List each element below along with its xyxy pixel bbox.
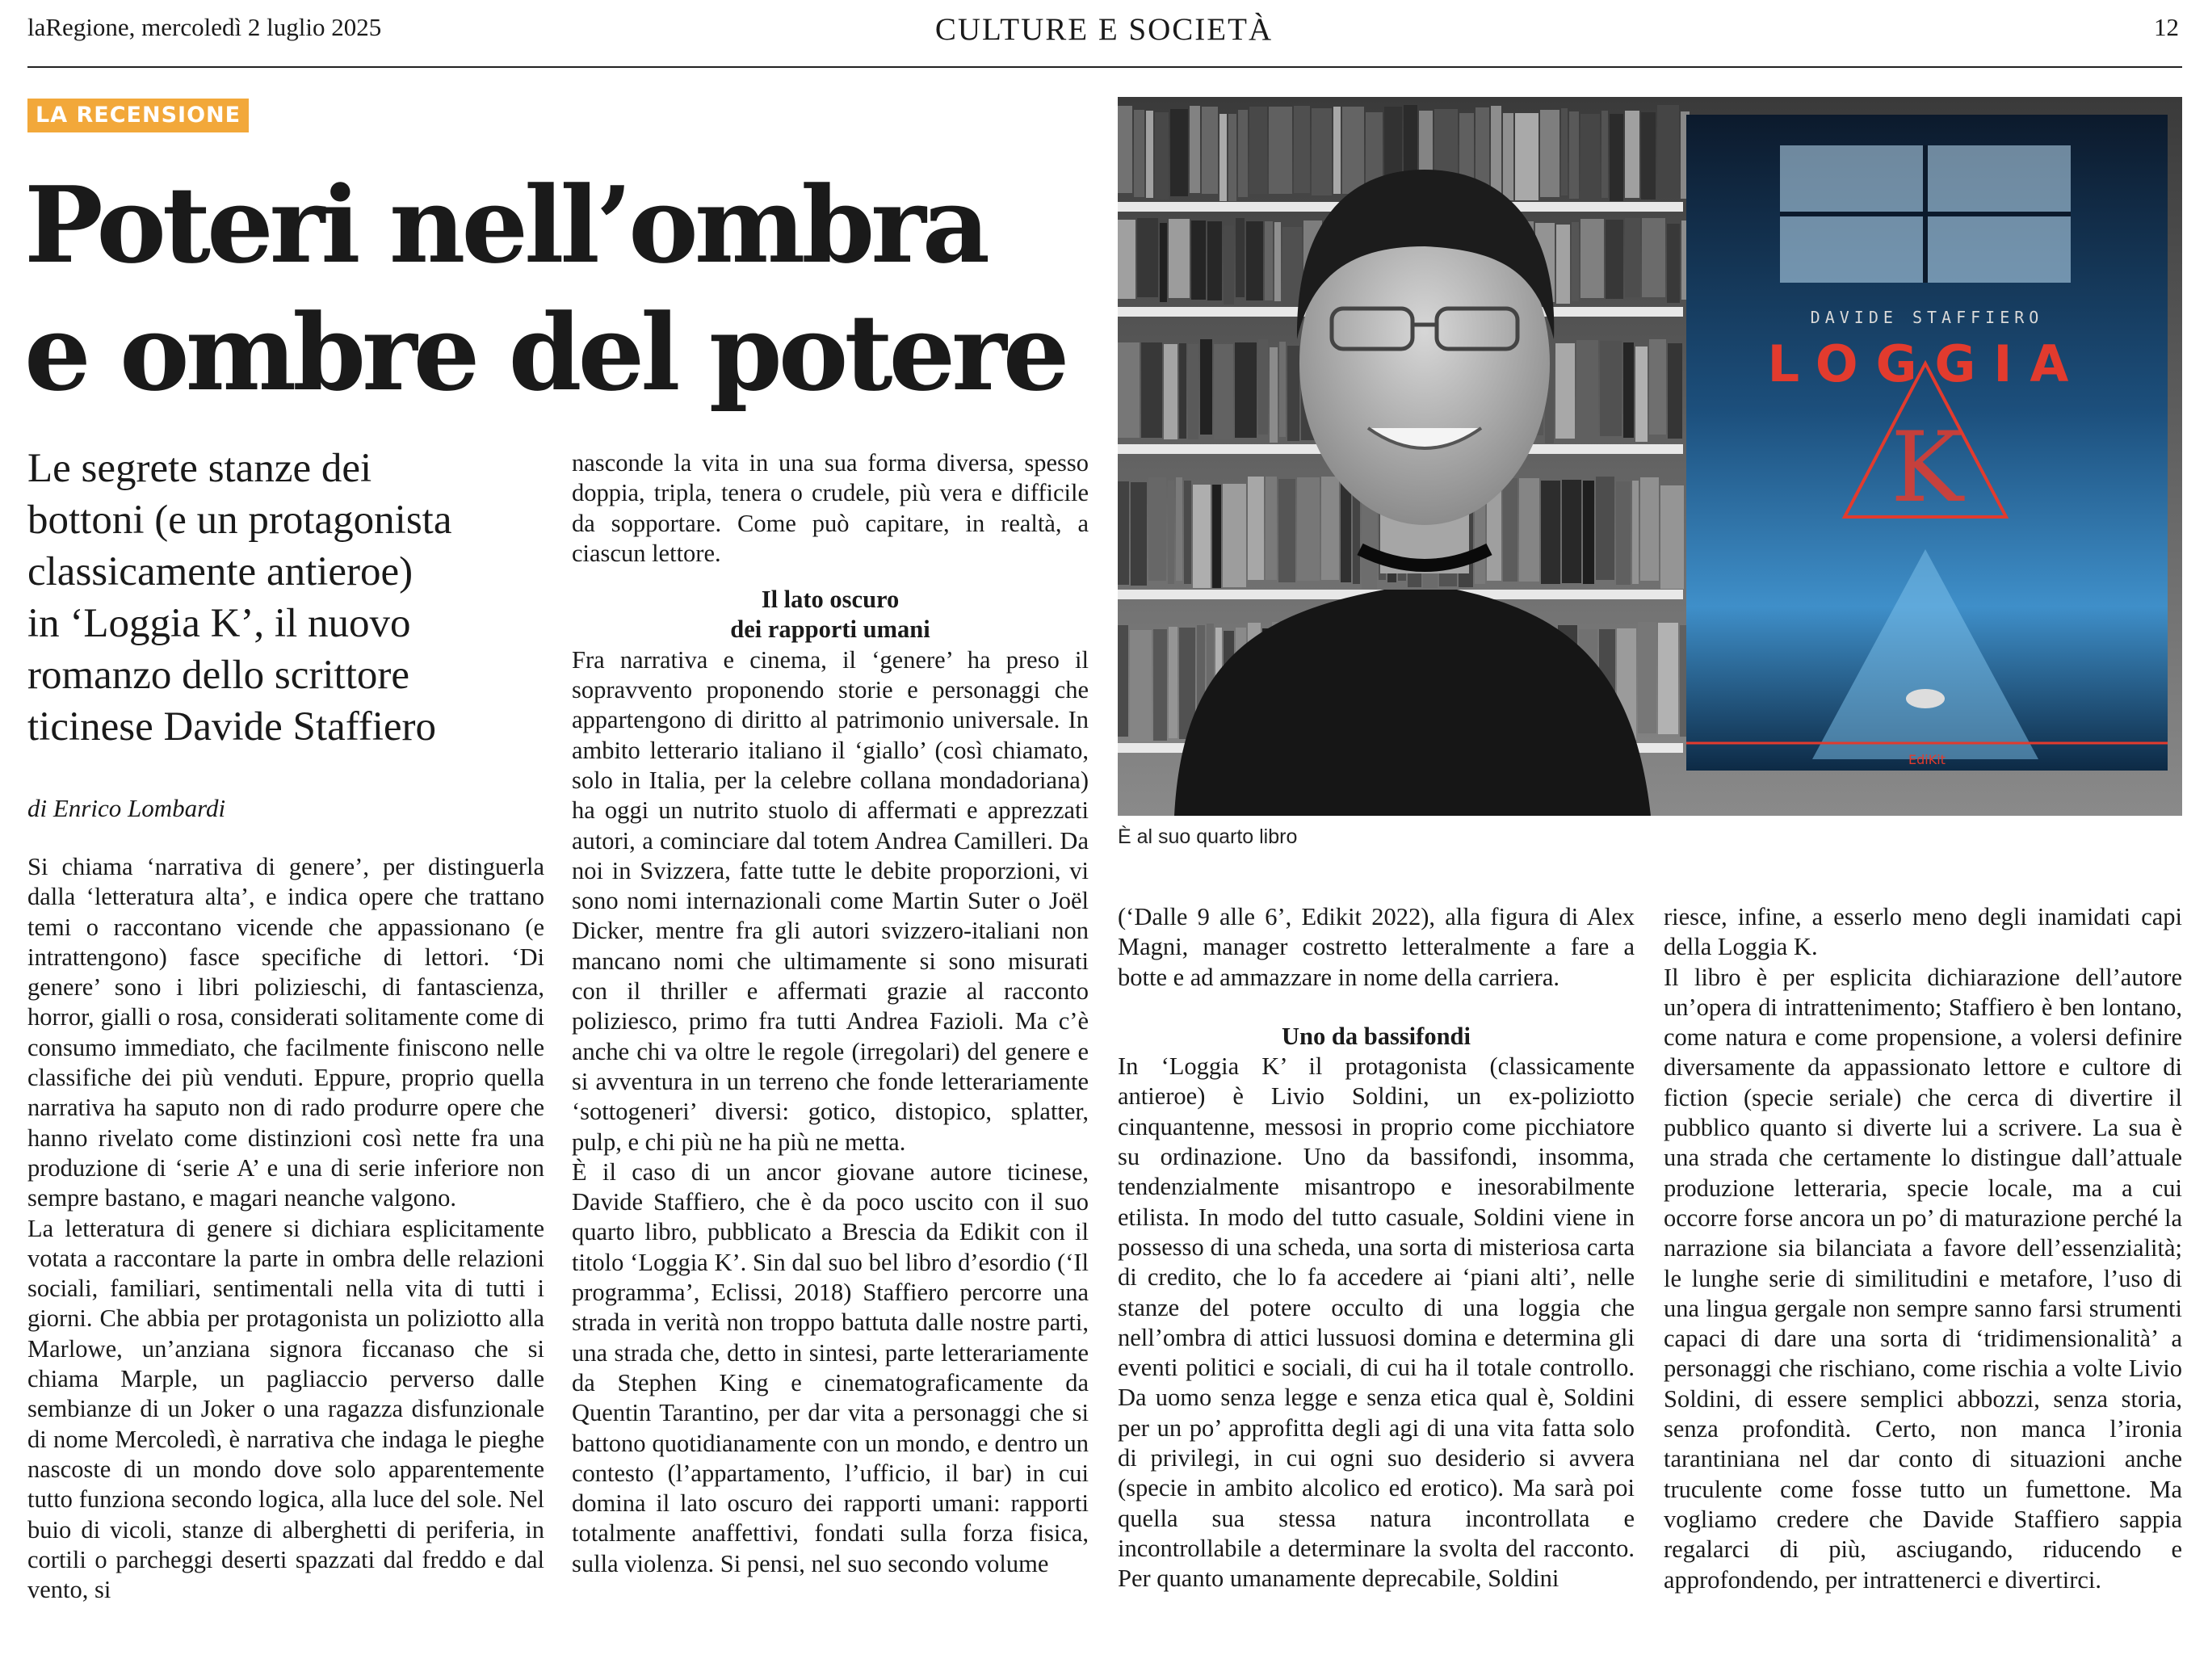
book-spine — [1228, 114, 1236, 201]
book-spine — [1190, 106, 1200, 193]
book-spine — [1596, 477, 1614, 580]
book-spine — [1224, 225, 1234, 304]
article-column-1 — [27, 852, 544, 1605]
subheading: Uno da bassifondi — [1282, 1022, 1471, 1050]
headline-line: Poteri nell’ombra — [24, 163, 987, 287]
book-spine — [1601, 111, 1608, 198]
book-spine — [1118, 481, 1129, 585]
paragraph: riesce, infine, a esserlo meno degli inamidati capi della Loggia K. — [1664, 903, 2182, 961]
subheading-line: dei rapporti umani — [730, 615, 930, 644]
article-column-4 — [1664, 902, 2182, 1595]
book-spine — [1279, 342, 1286, 437]
book-spine — [1118, 106, 1132, 193]
book-spine — [1184, 481, 1191, 584]
book-spine — [1660, 485, 1684, 589]
book-spine — [1134, 110, 1144, 197]
book-cover — [1686, 115, 2168, 771]
book-spine — [1278, 479, 1295, 582]
book-spine — [1200, 339, 1212, 435]
book-spine — [1249, 107, 1267, 194]
book-spine — [1341, 479, 1351, 582]
book-spine — [1118, 625, 1128, 737]
book-spine — [1118, 220, 1135, 299]
book-spine — [1164, 344, 1177, 439]
book-spine — [1561, 108, 1568, 195]
photo-caption: È al suo quarto libro — [1118, 825, 1298, 848]
headline-line: e ombre del potere — [24, 291, 1066, 414]
book-spine — [1503, 478, 1517, 582]
book-spine — [1342, 107, 1364, 194]
book-spine — [1638, 622, 1656, 733]
book-spine — [1212, 485, 1221, 588]
book-spine — [1169, 627, 1177, 738]
section-title: CULTURE E SOCIETÀ — [934, 12, 1274, 47]
book-spine — [1541, 481, 1560, 584]
book-spine — [1649, 339, 1666, 435]
book-spine — [1130, 630, 1152, 741]
book-spine — [1297, 477, 1320, 581]
book-spine — [1258, 339, 1268, 435]
book-spine — [1188, 344, 1198, 439]
book-spine — [1118, 342, 1140, 438]
book-spine — [1214, 344, 1233, 439]
deck — [27, 443, 552, 753]
book-spine — [1235, 342, 1257, 438]
book-spine — [1274, 222, 1281, 301]
book-spine — [1193, 485, 1211, 588]
book-spine — [1137, 218, 1158, 297]
book-spine — [1202, 107, 1218, 194]
paragraph: Si chiama ‘narrativa di genere’, per distinguerla dalla ‘letteratura alta’, e indica opere che trattano temi o raccontano vicende che appassionano (e intrattengono) fasce specifiche di lettori. ‘Di genere’ sono i libri polizieschi, di fantascienza, horror, gialli o rosa, considerati solitamente come di consumo immediato, che facilmente finiscono nelle classifiche dei più venduti. Eppure, proprio quella narrativa ha saputo non di rado produrre opere che hanno rivelato come distinzioni così nette fra una produzione di ‘serie A’ e una di serie inferiore non sempre bastano, e magari neanche valgono. — [27, 853, 544, 1212]
book-spine — [1667, 224, 1680, 303]
book-spine — [1333, 107, 1341, 194]
book-spine — [1246, 221, 1263, 300]
paragraph: (‘Dalle 9 alle 6’, Edikit 2022), alla figura di Alex Magni, manager costretto letteralmente a fare a botte e ad ammazzare in nome della carriera. — [1118, 903, 1635, 991]
deck-line: in ‘Loggia K’, il nuovo — [27, 601, 411, 646]
book-spine — [1519, 478, 1539, 582]
book-spine — [1515, 113, 1538, 200]
book-spine — [1131, 482, 1147, 586]
book-spine — [1266, 477, 1277, 580]
book-spine — [1610, 114, 1623, 201]
paragraph: Il libro è per esplicita dichiarazione dell’autore un’opera di intrattenimento; Staffiero è ben lontano, come natura e come propensione, a volersi definire diversamente da appassionato lettore e cultore di fiction (specie seriale) che cerca di divertire il pubblico quanto si diverte lui a scrivere. La sua è una strada che certamente lo distingue dall’attuale produzione letteraria, specie locale, ma a cui occorre forse ancora un po’ di maturazione perché la narrazione sia bilanciata a favore dell’essenzialità; le lunghe serie di similitudini e metafore, l’uso di una lingua gergale non sempre sanno farsi strumenti capaci di dare una sorta di ‘tridimensionalità’ a personaggi che rischiano, come rischia a volte Livio Soldini, di essere semplici abbozzi, senza storia, senza profondità. Certo, non manca l’ironia tarantiniana nel dar conto di situazioni anche truculente come fosse tutto un fumettone. Ma vogliamo credere che Davide Staffiero sappia regalarci di più, asciugando, riducendo e approfondendo, per intrattenerci e divertirci. — [1664, 963, 2182, 1594]
header-divider — [27, 66, 2182, 68]
book-spine — [1176, 477, 1182, 581]
book-spine — [1580, 219, 1604, 298]
book-spine — [1569, 111, 1579, 199]
book-spine — [1625, 218, 1640, 297]
book-spine — [1294, 106, 1310, 193]
book-spine — [1625, 111, 1639, 198]
article-column-3 — [1118, 902, 1635, 1594]
deck-line: bottoni (e un protagonista — [27, 498, 452, 543]
book-spine — [1191, 220, 1206, 300]
newspaper-date: laRegione, mercoledì 2 luglio 2025 — [27, 13, 382, 41]
book-spine — [1503, 113, 1513, 200]
paragraph: nasconde la vita in una sua forma diversa, spesso doppia, tripla, tenera o crudele, più vera e difficile da sopportare. Come può capitare, in realtà, a ciascun lettore. — [572, 449, 1089, 567]
book-spine — [1160, 223, 1167, 302]
book-spine — [1642, 218, 1665, 297]
paragraph: Fra narrativa e cinema, il ‘genere’ ha preso il sopravvento proponendo storie e personaggi che appartengono di diritto al patrimonio universale. In ambito letterario italiano il ‘giallo’ (così chiamato, solo in Italia, per la celebre collana mondadoriana) ha oggi un nutrito stuolo di affermati e apprezzati autori, a cominciare dal totem Andrea Camilleri. Da noi in Svizzera, fatte tutte le debite proporzioni, vi sono nomi internazionali come Martin Suter o Joël Dicker, mentre fra gli autori svizzero-italiani non mancano nomi che ultimamente si sono misurati con il thriller e affermati grazie al racconto poliziesco, primo fra tutti Andrea Fazioli. Ma c’è anche chi va oltre le regole (irregolari) del genere e si avventura in un terreno che fonde letterariamente ‘sottogeneri’ diversi: gotico, distopico, splatter, pulp, e chi più ne ha più ne metta. — [572, 645, 1089, 1156]
subheading-line: Il lato oscuro — [761, 586, 900, 614]
book-spine — [1287, 346, 1299, 441]
book-spine — [1168, 481, 1174, 584]
article-column-2 — [572, 448, 1089, 1579]
article-photo — [1118, 97, 2182, 816]
book-spine — [1248, 477, 1264, 580]
book-spine — [1555, 343, 1575, 439]
book-author: DAVIDE STAFFIERO — [1810, 308, 2044, 327]
deck-line: ticinese Davide Staffiero — [27, 704, 437, 750]
book-spine — [1491, 106, 1501, 193]
book-spine — [1572, 222, 1579, 301]
headline — [24, 162, 1106, 417]
book-spine — [1606, 220, 1623, 299]
book-spine — [1616, 481, 1631, 585]
book-spine — [1540, 110, 1559, 197]
book-spine — [1623, 342, 1634, 438]
book-spine — [1641, 112, 1656, 200]
book-spine — [1265, 221, 1273, 300]
book-spine — [1668, 343, 1682, 439]
book-spine — [1635, 346, 1648, 442]
book-spine — [1600, 341, 1622, 436]
book-spine — [1657, 105, 1679, 192]
book-spine — [1219, 114, 1227, 201]
book-spine — [1658, 623, 1678, 734]
book-spine — [1148, 477, 1166, 581]
book-spine — [1632, 481, 1639, 584]
deck-line: romanzo dello scrittore — [27, 653, 409, 698]
book-title: LOGGIA — [1767, 334, 2087, 393]
book-spine — [1640, 477, 1659, 581]
deck-line: Le segrete stanze dei — [27, 446, 372, 491]
book-spine — [1576, 340, 1598, 435]
book-spine — [1580, 114, 1600, 201]
kicker-label: LA RECENSIONE — [27, 99, 249, 132]
book-letter: K — [1891, 412, 1963, 524]
book-spine — [1170, 109, 1188, 196]
book-spine — [1556, 225, 1570, 304]
book-spine — [1169, 219, 1190, 298]
book-spine — [1146, 111, 1153, 198]
book-spine — [1223, 484, 1246, 587]
page-number: 12 — [2154, 13, 2179, 41]
book-spine — [1141, 342, 1162, 438]
subheading — [572, 585, 1089, 645]
book-spine — [1179, 343, 1186, 439]
paragraph: È il caso di un ancor giovane autore ticinese, Davide Staffiero, che è da poco uscito con il suo quarto libro, pubblicato a Brescia da Edikit con il titolo ‘Loggia K’. Sin dal suo bel libro d’esordio (‘Il programma’, Eclissi, 2018) Staffiero percorre una strada in verità non troppo battuta dalle nostre parti, una strada che, detto in sintesi, parte letterariamente da Stephen King e cinematograficamente da Quentin Tarantino, per dar vita a personaggi che si battono quotidianamente con un mondo, e dentro un contesto (l’appartamento, l’ufficio, il bar) in cui domina il lato oscuro dei rapporti umani: rapporti totalmente anaffettivi, fondati sulla forza fisica, sulla violenza. Si pensi, nel suo secondo volume — [572, 1157, 1089, 1577]
book-spine — [1583, 481, 1594, 584]
book-spine — [1321, 477, 1339, 580]
book-spine — [1155, 112, 1169, 200]
book-spine — [1562, 480, 1581, 583]
deck-line: classicamente antieroe) — [27, 549, 413, 594]
book-spine — [1236, 218, 1245, 297]
book-publisher: EdiKit — [1908, 752, 1946, 767]
book-spine — [1238, 110, 1248, 197]
book-spine — [1282, 227, 1302, 306]
book-spine — [1153, 629, 1167, 741]
paragraph: In ‘Loggia K’ il protagonista (classicamente antieroe) è Livio Soldini, un ex-poliziotto cinquantenne, messosi in proprio come picchiatore su ordinazione. Uno da bassifondi, insomma, tendenzialmente misantropo e inesorabilmente etilista. In modo del tutto casuale, Soldini viene in possesso di una scheda, una sorta di misteriosa carta di credito, che lo fa accedere ai ‘piani alti’, nelle stanze del potere occulto di una loggia che nell’ombra di attici lussuosi domina e determina gli eventi politici e sociali, di cui ha il totale controllo. Da uomo senza legge e senza etica qual è, Soldini per un po’ approfitta degli agi di una vita fatta solo di privilegi, in cui ogni suo desiderio si avvera (specie in ambito alcolico ed erotico). Ma sarà poi quella sua stessa natura incontrollata e incontrollabile a determinare la svolta del racconto. Per quanto umanamente deprecabile, Soldini — [1118, 1052, 1635, 1593]
book-spine — [1312, 108, 1332, 195]
book-spine — [1269, 107, 1292, 194]
byline: di Enrico Lombardi — [27, 794, 226, 822]
book-spine — [1207, 221, 1222, 300]
paragraph: La letteratura di genere si dichiara esplicitamente votata a raccontare la parte in ombra delle relazioni sociali, familiari, sentimentali nella vita di tutti i giorni. Che abbia per protagonista un poliziotto alla Marlowe, un’anziana signora ficcanaso che si chiama Marple, un pagliaccio perverso dalle sembianze di un Joker o una ragazza disfunzionale di nome Mercoledì, è narrativa che indaga le pieghe nascoste di un mondo dove solo apparentemente tutto funziona secondo logica, alla luce del sole. Nel buio di vicoli, stanze di alberghetti di periferia, in cortili o parcheggi deserti spazzati dal freddo e dal vento, si — [27, 1214, 544, 1604]
book-spine — [1270, 347, 1278, 443]
